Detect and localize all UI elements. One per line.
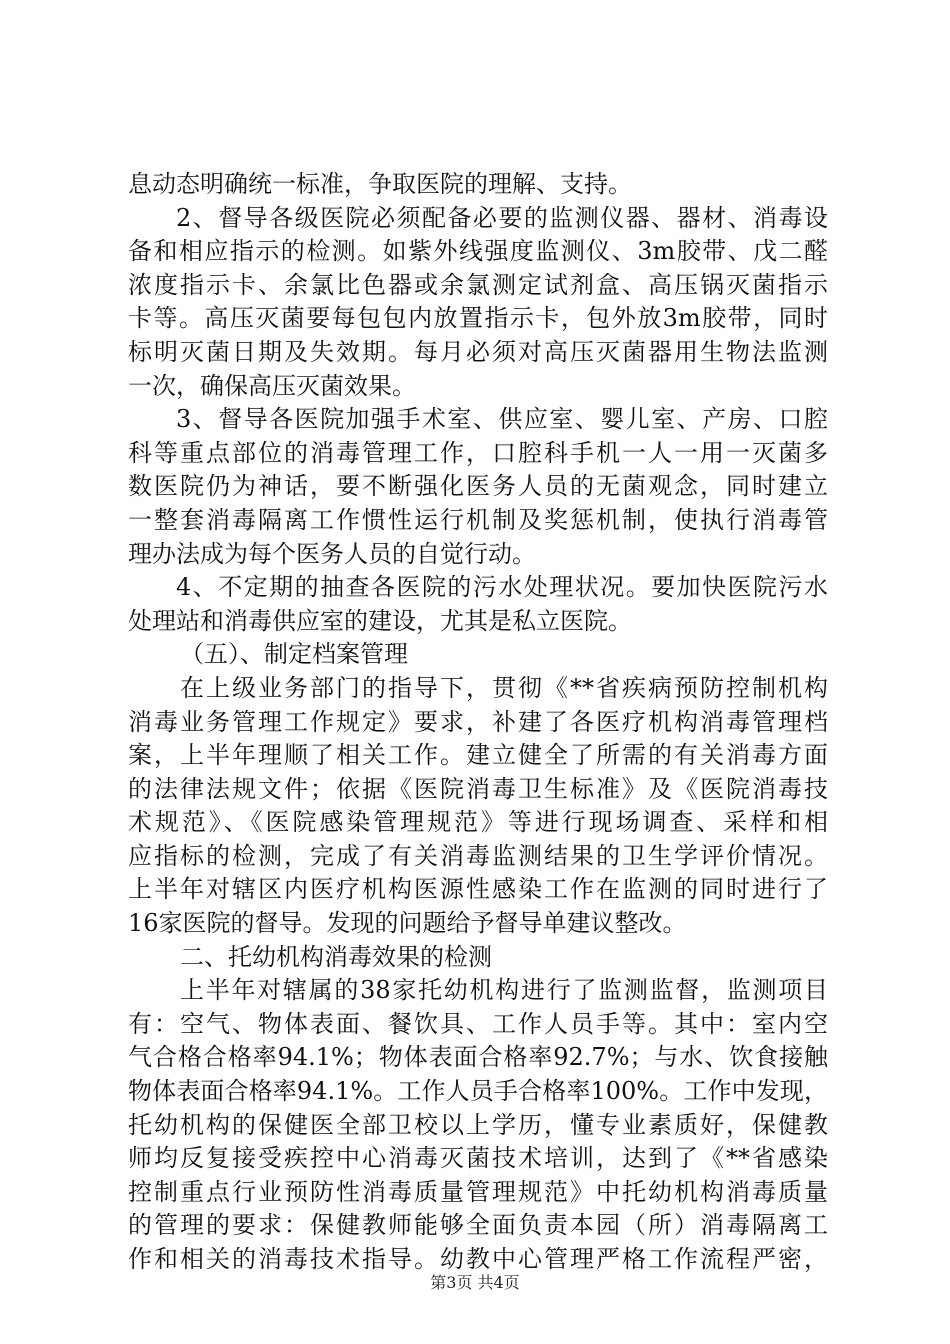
text-line: 理办法成为每个医务人员的自觉行动。 [128, 539, 536, 568]
text-line: 4、不定期的抽查各医院的污水处理状况。要加快医院污水 [176, 573, 828, 602]
text-line: 上半年对辖属的38家托幼机构进行了监测监督，监测项目 [180, 976, 828, 1005]
text-line: 息动态明确统一标准，争取医院的理解、支持。 [128, 170, 632, 198]
text-line: 作和相关的消毒技术指导。幼教中心管理严格工作流程严密， [128, 1245, 828, 1273]
text-line: 师均反复接受疾控中心消毒灭菌技术培训，达到了《**省感染 [128, 1144, 828, 1173]
text-line: 托幼机构的保健医全部卫校以上学历，懂专业素质好，保健教 [128, 1110, 828, 1139]
text-line: 术规范》、《医院感染管理规范》等进行现场调查、采样和相 [128, 808, 828, 837]
page-footer [0, 1270, 950, 1293]
page-number: 第3页 共4页 [430, 1273, 520, 1292]
text-line: 物体表面合格率94.1%。工作人员手合格率100%。工作中发现， [128, 1077, 828, 1106]
text-line: 控制重点行业预防性消毒质量管理规范》中托幼机构消毒质量 [128, 1177, 828, 1206]
text-line: 16家医院的督导。发现的问题给予督导单建议整改。 [128, 909, 687, 938]
text-line: 备和相应指示的检测。如紫外线强度监测仪、3m胶带、戊二醛 [128, 237, 828, 266]
text-line: 标明灭菌日期及失效期。每月必须对高压灭菌器用生物法监测 [128, 337, 828, 366]
text-line: 有：空气、物体表面、餐饮具、工作人员手等。其中：室内空 [128, 1009, 828, 1038]
text-line: 数医院仍为神话，要不断强化医务人员的无菌观念，同时建立 [128, 472, 828, 501]
text-line: 应指标的检测，完成了有关消毒监测结果的卫生学评价情况。 [128, 841, 828, 870]
text-line: 在上级业务部门的指导下，贯彻《**省疾病预防控制机构 [180, 673, 828, 702]
text-line: 案，上半年理顺了相关工作。建立健全了所需的有关消毒方面 [128, 741, 828, 770]
text-line: 上半年对辖区内医疗机构医源性感染工作在监测的同时进行了 [128, 875, 828, 904]
text-line: 浓度指示卡、余氯比色器或余氯测定试剂盒、高压锅灭菌指示 [128, 270, 828, 299]
text-line: 卡等。高压灭菌要每包包内放置指示卡，包外放3m胶带，同时 [128, 304, 828, 333]
section-heading: （五）、制定档案管理 [180, 640, 408, 669]
text-line: 气合格合格率94.1%；物体表面合格率92.7%；与水、饮食接触 [128, 1043, 828, 1072]
text-line: 处理站和消毒供应室的建设，尤其是私立医院。 [128, 606, 632, 635]
text-line: 的管理的要求：保健教师能够全面负责本园（所）消毒隔离工 [128, 1211, 828, 1240]
text-line: 消毒业务管理工作规定》要求，补建了各医疗机构消毒管理档 [128, 707, 828, 736]
section-heading: 二、托幼机构消毒效果的检测 [180, 942, 492, 971]
text-line: 一整套消毒隔离工作惯性运行机制及奖惩机制，使执行消毒管 [128, 505, 828, 534]
text-line: 2、督导各级医院必须配备必要的监测仪器、器材、消毒设 [176, 203, 828, 232]
text-line: 3、督导各医院加强手术室、供应室、婴儿室、产房、口腔 [176, 405, 828, 434]
document-body [128, 168, 828, 1277]
text-line: 一次，确保高压灭菌效果。 [128, 371, 416, 400]
text-line: 的法律法规文件；依据《医院消毒卫生标准》及《医院消毒技 [128, 774, 828, 803]
text-line: 科等重点部位的消毒管理工作，口腔科手机一人一用一灭菌多 [128, 438, 828, 467]
